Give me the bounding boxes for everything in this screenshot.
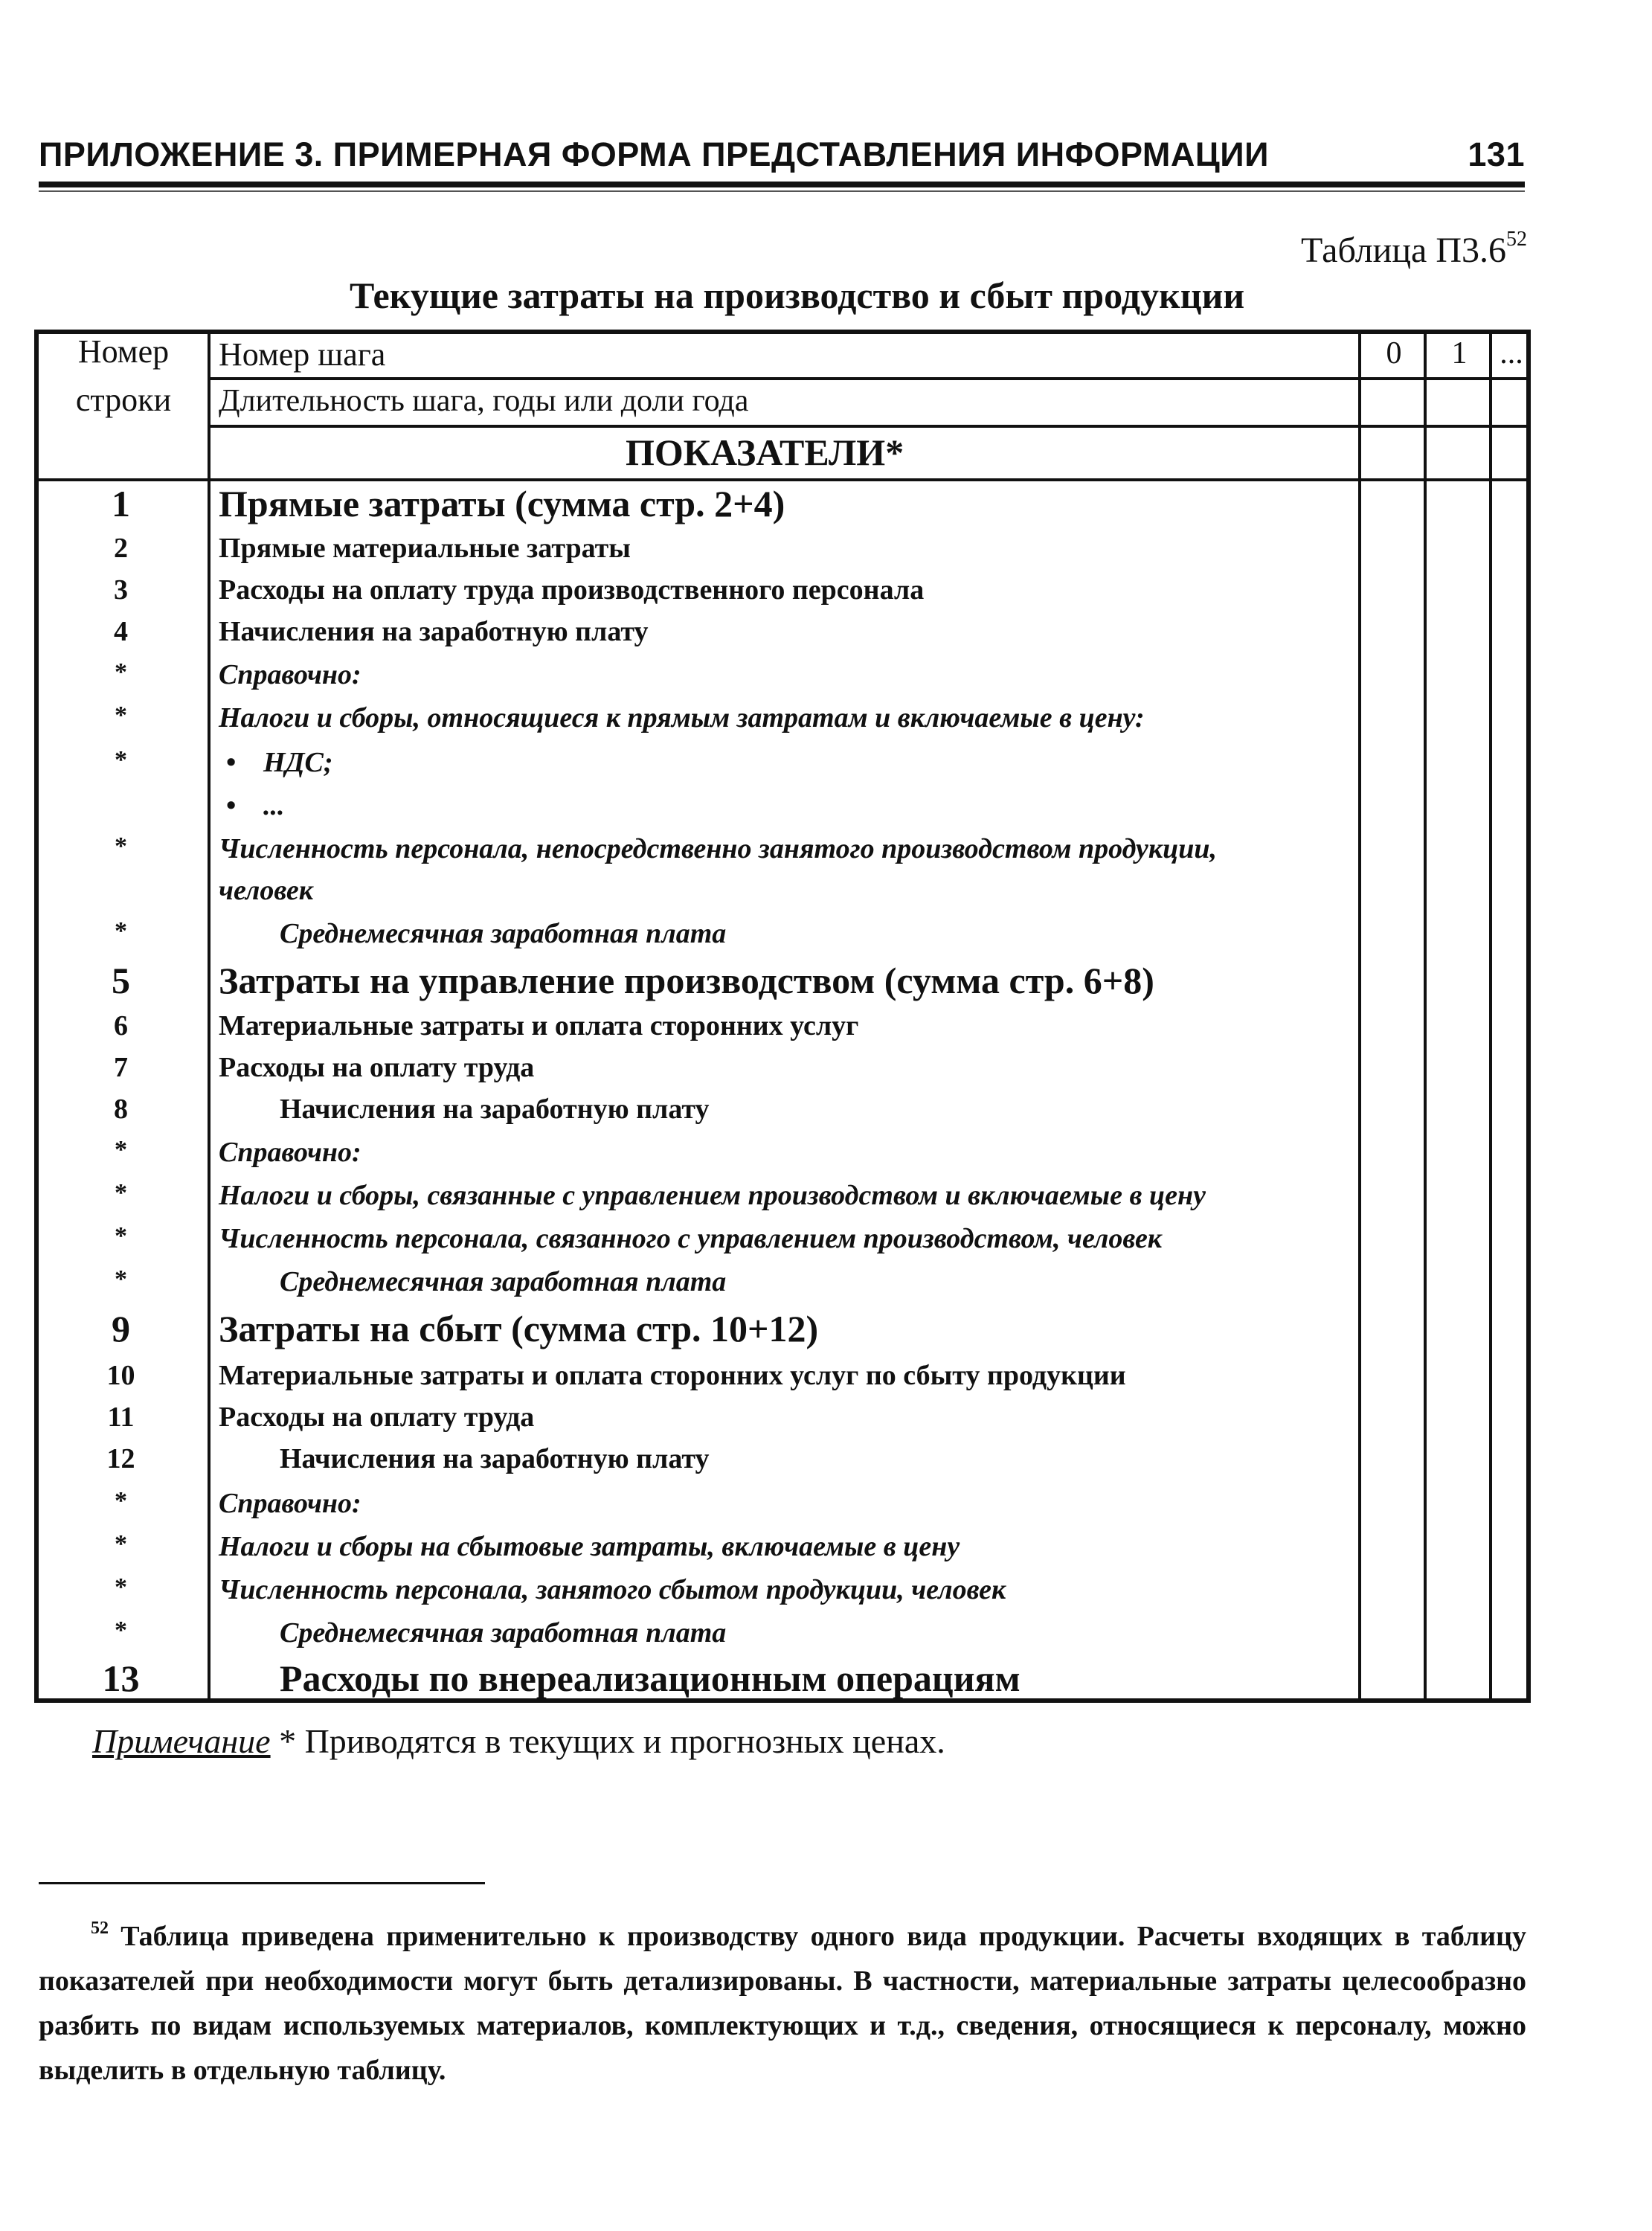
- row-label: Среднемесячная заработная плата: [280, 1266, 727, 1297]
- row-label-text: НДС;: [263, 747, 333, 778]
- table-label-text: Таблица П3.6: [1301, 231, 1506, 270]
- row-label-text: ...: [263, 790, 285, 821]
- row-label: Справочно:: [219, 659, 361, 690]
- row-label: [219, 746, 1357, 779]
- bullet-icon: •: [226, 790, 237, 821]
- note-label: Примечание: [92, 1722, 271, 1760]
- row-label: Расходы на оплату труда производственного персонала: [219, 574, 925, 606]
- table-label-footnote-ref: 52: [1506, 228, 1527, 251]
- indicators-header: ПОКАЗАТЕЛИ*: [626, 431, 904, 473]
- header-line-2: [208, 425, 1531, 428]
- table-title: Текущие затраты на производство и сбыт продукции: [350, 275, 1245, 316]
- step-col-1: 1: [1451, 336, 1468, 370]
- table-note: [92, 1721, 945, 1761]
- footnote-marker: 52: [91, 1919, 109, 1938]
- row-number: *: [115, 1530, 127, 1558]
- table-label: [1301, 228, 1527, 271]
- row-label: Расходы на оплату труда: [219, 1052, 535, 1083]
- row-number: *: [115, 917, 127, 945]
- step-number-label: Номер шага: [219, 336, 386, 373]
- header-line-1: [208, 377, 1531, 380]
- row-number: *: [115, 1265, 127, 1293]
- row-label: Затраты на управление производством (сумма стр. 6+8): [219, 960, 1154, 1001]
- header-line-3: [34, 478, 1531, 481]
- row-number: 2: [114, 533, 128, 564]
- row-number: *: [115, 1573, 127, 1601]
- row-number: 3: [114, 574, 128, 606]
- col-header-row-number: [49, 333, 198, 419]
- running-head: [39, 135, 1525, 174]
- row-number: 13: [102, 1657, 140, 1699]
- col-header-line2: строки: [75, 382, 172, 418]
- header-rule: [39, 182, 1525, 187]
- row-label: Численность персонала, непосредственно занятого производством продукции,: [219, 833, 1218, 864]
- col-divider-step-1: [1424, 330, 1427, 1703]
- row-label: Среднемесячная заработная плата: [280, 918, 727, 949]
- header-rule-thin: [39, 190, 1525, 192]
- row-label: Начисления на заработную плату: [280, 1443, 710, 1474]
- footnote-text: Таблица приведена применительно к производству одного вида продукции. Расчеты входящих в таблицу показателей при необходимости могут быть детализированы. В частности, материальные затраты целесообразно разбить по видам используемых материалов, комплектующих и т.д., сведения, относящиеся к персоналу, можно выделить в отдельную таблицу.: [39, 1921, 1526, 2086]
- row-number: *: [115, 1136, 127, 1163]
- col-divider-step-more: [1489, 330, 1492, 1703]
- row-label: Численность персонала, связанного с управлением производством, человек: [219, 1223, 1163, 1254]
- row-label: человек: [219, 875, 314, 906]
- row-number: *: [115, 1179, 127, 1207]
- row-number: 8: [114, 1094, 128, 1125]
- col-divider-number: [208, 330, 210, 1703]
- col-divider-step-0: [1358, 330, 1361, 1703]
- row-number: 10: [106, 1360, 135, 1391]
- row-number: *: [115, 702, 127, 729]
- note-text: * Приводятся в текущих и прогнозных ценах.: [270, 1722, 945, 1760]
- row-label: Материальные затраты и оплата сторонних услуг по сбыту продукции: [219, 1360, 1126, 1391]
- step-col-0: 0: [1386, 336, 1402, 370]
- row-label: Прямые материальные затраты: [219, 533, 631, 564]
- row-label: Налоги и сборы на сбытовые затраты, включаемые в цену: [219, 1531, 960, 1562]
- row-number: 5: [112, 960, 130, 1001]
- step-col-more: ...: [1500, 336, 1523, 370]
- row-label: Численность персонала, занятого сбытом продукции, человек: [219, 1574, 1006, 1605]
- step-duration-label: Длительность шага, годы или доли года: [219, 384, 749, 418]
- row-label: Среднемесячная заработная плата: [280, 1617, 727, 1649]
- row-number: 12: [106, 1443, 135, 1474]
- row-label: Справочно:: [219, 1137, 361, 1168]
- row-number: *: [115, 1617, 127, 1644]
- footnote-rule: [39, 1882, 485, 1884]
- row-label: Расходы по внереализационным операциям: [280, 1657, 1021, 1699]
- row-label: Начисления на заработную плату: [219, 616, 649, 647]
- footnote: [39, 1906, 1526, 2093]
- row-number: 6: [114, 1010, 128, 1041]
- row-label: [219, 789, 1357, 822]
- row-label: Начисления на заработную плату: [280, 1094, 710, 1125]
- row-number: 9: [112, 1308, 130, 1349]
- running-title: ПРИЛОЖЕНИЕ 3. ПРИМЕРНАЯ ФОРМА ПРЕДСТАВЛЕНИЯ ИНФОРМАЦИИ: [39, 135, 1269, 173]
- row-number: 4: [114, 616, 128, 647]
- row-number: 1: [112, 483, 130, 524]
- row-label: Материальные затраты и оплата сторонних услуг: [219, 1010, 859, 1041]
- row-number: 7: [114, 1052, 128, 1083]
- bullet-icon: •: [226, 747, 237, 778]
- row-number: *: [115, 658, 127, 686]
- row-label: Налоги и сборы, связанные с управлением производством и включаемые в цену: [219, 1180, 1206, 1211]
- row-number: *: [115, 1222, 127, 1250]
- row-label: Справочно:: [219, 1488, 361, 1519]
- row-label: Затраты на сбыт (сумма стр. 10+12): [219, 1308, 819, 1349]
- row-label: Налоги и сборы, относящиеся к прямым затратам и включаемые в цену:: [219, 702, 1145, 733]
- row-number: *: [115, 1487, 127, 1515]
- row-number: 11: [107, 1402, 135, 1433]
- row-label: Прямые затраты (сумма стр. 2+4): [219, 483, 785, 524]
- cost-table: [34, 330, 1531, 1703]
- row-label: Расходы на оплату труда: [219, 1402, 535, 1433]
- page-number: 131: [1468, 135, 1525, 173]
- row-number: *: [115, 746, 127, 774]
- row-number: *: [115, 832, 127, 860]
- col-header-line1: Номер: [77, 333, 170, 370]
